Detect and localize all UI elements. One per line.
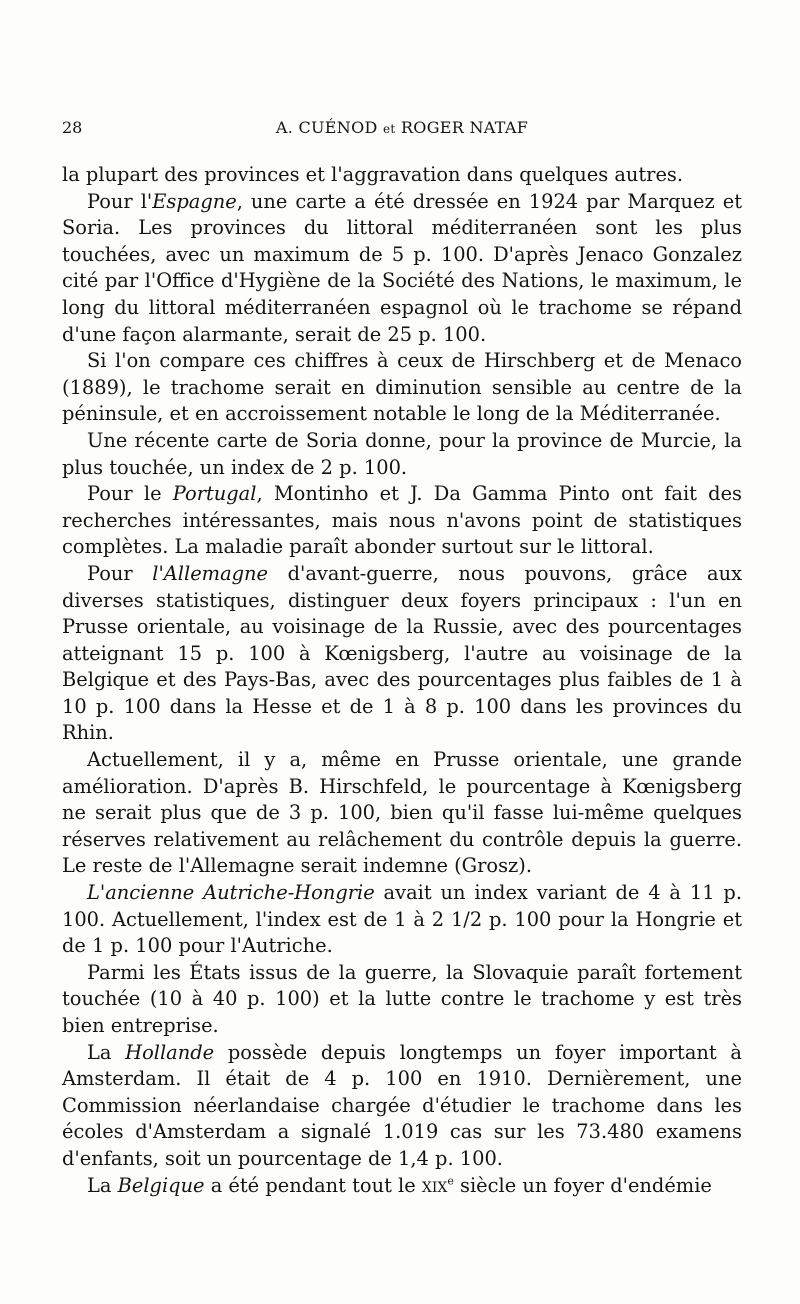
text-run: d'avant-guerre, nous pouvons, grâce aux diverses statistiques, distinguer deux foyers principaux : l'un en Prusse orientale, au voisinage de la Russie, avec des pourcentages atteignant 15 p. 100 à Kœnigsberg, l'autre au voisinage de la Belgique et des Pays-Bas, avec des pourcentages plus faibles de 1 à 10 p. 100 dans la Hesse et de 1 à 8 p. 100 dans les provinces du Rhin. [62, 561, 743, 745]
text-run: Si l'on compare ces chiffres à ceux de Hirschberg et de Menaco (1889), le trachome serait en diminution sensible au centre de la péninsule, et en accroissement notable le long de la Méditerranée. [62, 349, 742, 426]
text-run: La [87, 1040, 126, 1064]
paragraph [62, 561, 742, 747]
running-header [62, 118, 742, 148]
text-run: Pour le [87, 482, 173, 506]
text-run: Pour l' [87, 189, 153, 213]
italic-term: L'ancienne Autriche-Hongrie [87, 881, 375, 905]
text-run: , Montinho et J. Da Gamma Pinto ont fait des recherches intéressantes, mais nous n'avons point de statistiques complètes. La maladie paraît abonder surtout sur le littoral. [62, 482, 743, 559]
italic-term: Espagne [152, 189, 237, 213]
text-run: Parmi les États issus de la guerre, la Slovaquie paraît fortement touchée (10 à 40 p. 100) et la lutte contre le trachome y est très bien entreprise. [62, 960, 742, 1037]
italic-term: l'Allemagne [152, 561, 269, 585]
page-number: 28 [62, 118, 83, 137]
text-run: e [447, 1174, 454, 1188]
text-run: possède depuis longtemps un foyer important à Amsterdam. Il était de 4 p. 100 en 1910. Dernièrement, une Commission néerlandaise chargée d'étudier le trachome dans les écoles d'Amsterdam a signalé 1.019 cas sur les 73.480 examens d'enfants, soit un pourcentage de 1,4 p. 100. [62, 1040, 742, 1170]
paragraph [62, 747, 742, 880]
paragraph [62, 481, 742, 561]
text-run: avait un index variant de 4 à 11 p. 100. Actuellement, l'index est de 1 à 2 1/2 p. 100 pour la Hongrie et de 1 p. 100 pour l'Autriche. [62, 881, 742, 958]
text-run: Une récente carte de Soria donne, pour la province de Murcie, la plus touchée, un index de 2 p. 100. [62, 428, 742, 479]
paragraph [62, 880, 742, 960]
paragraph [62, 1040, 742, 1173]
text-run: la plupart des provinces et l'aggravation dans quelques autres. [62, 163, 684, 186]
paragraph [62, 189, 742, 349]
paragraph [62, 162, 742, 189]
text-run: xix [421, 1173, 448, 1197]
italic-term: Hollande [125, 1040, 215, 1064]
conjunction: et [383, 122, 396, 136]
text-run: siècle un foyer d'endémie [453, 1173, 712, 1197]
text-run: a été pendant tout le [204, 1173, 422, 1197]
running-title [62, 118, 742, 137]
text-run: Actuellement, il y a, même en Prusse orientale, une grande amélioration. D'après B. Hirschfeld, le pourcentage à Kœnigsberg ne serait plus que de 3 p. 100, bien qu'il fasse lui-même quelques réserves relativement au relâchement du contrôle depuis la guerre. Le reste de l'Allemagne serait indemne (Grosz). [62, 748, 742, 878]
text-run: , une carte a été dressée en 1924 par Marquez et Soria. Les provinces du littoral méditerranéen sont les plus touchées, avec un maximum de 5 p. 100. D'après Jenaco Gonzalez cité par l'Office d'Hygiène de la Société des Nations, le maximum, le long du littoral méditerranéen espagnol où le trachome se répand d'une façon alarmante, serait de 25 p. 100. [62, 189, 743, 346]
italic-term: Portugal [172, 482, 257, 506]
paragraph [62, 348, 742, 428]
author-2: ROGER NATAF [400, 118, 529, 137]
text-run: La [87, 1173, 118, 1197]
italic-term: Belgique [117, 1173, 205, 1197]
page-body [62, 162, 742, 1199]
paragraph [62, 960, 742, 1040]
text-run: Pour [87, 561, 153, 585]
paragraph [62, 428, 742, 481]
author-1: A. CUÉNOD [275, 118, 378, 137]
paragraph [62, 1173, 742, 1200]
